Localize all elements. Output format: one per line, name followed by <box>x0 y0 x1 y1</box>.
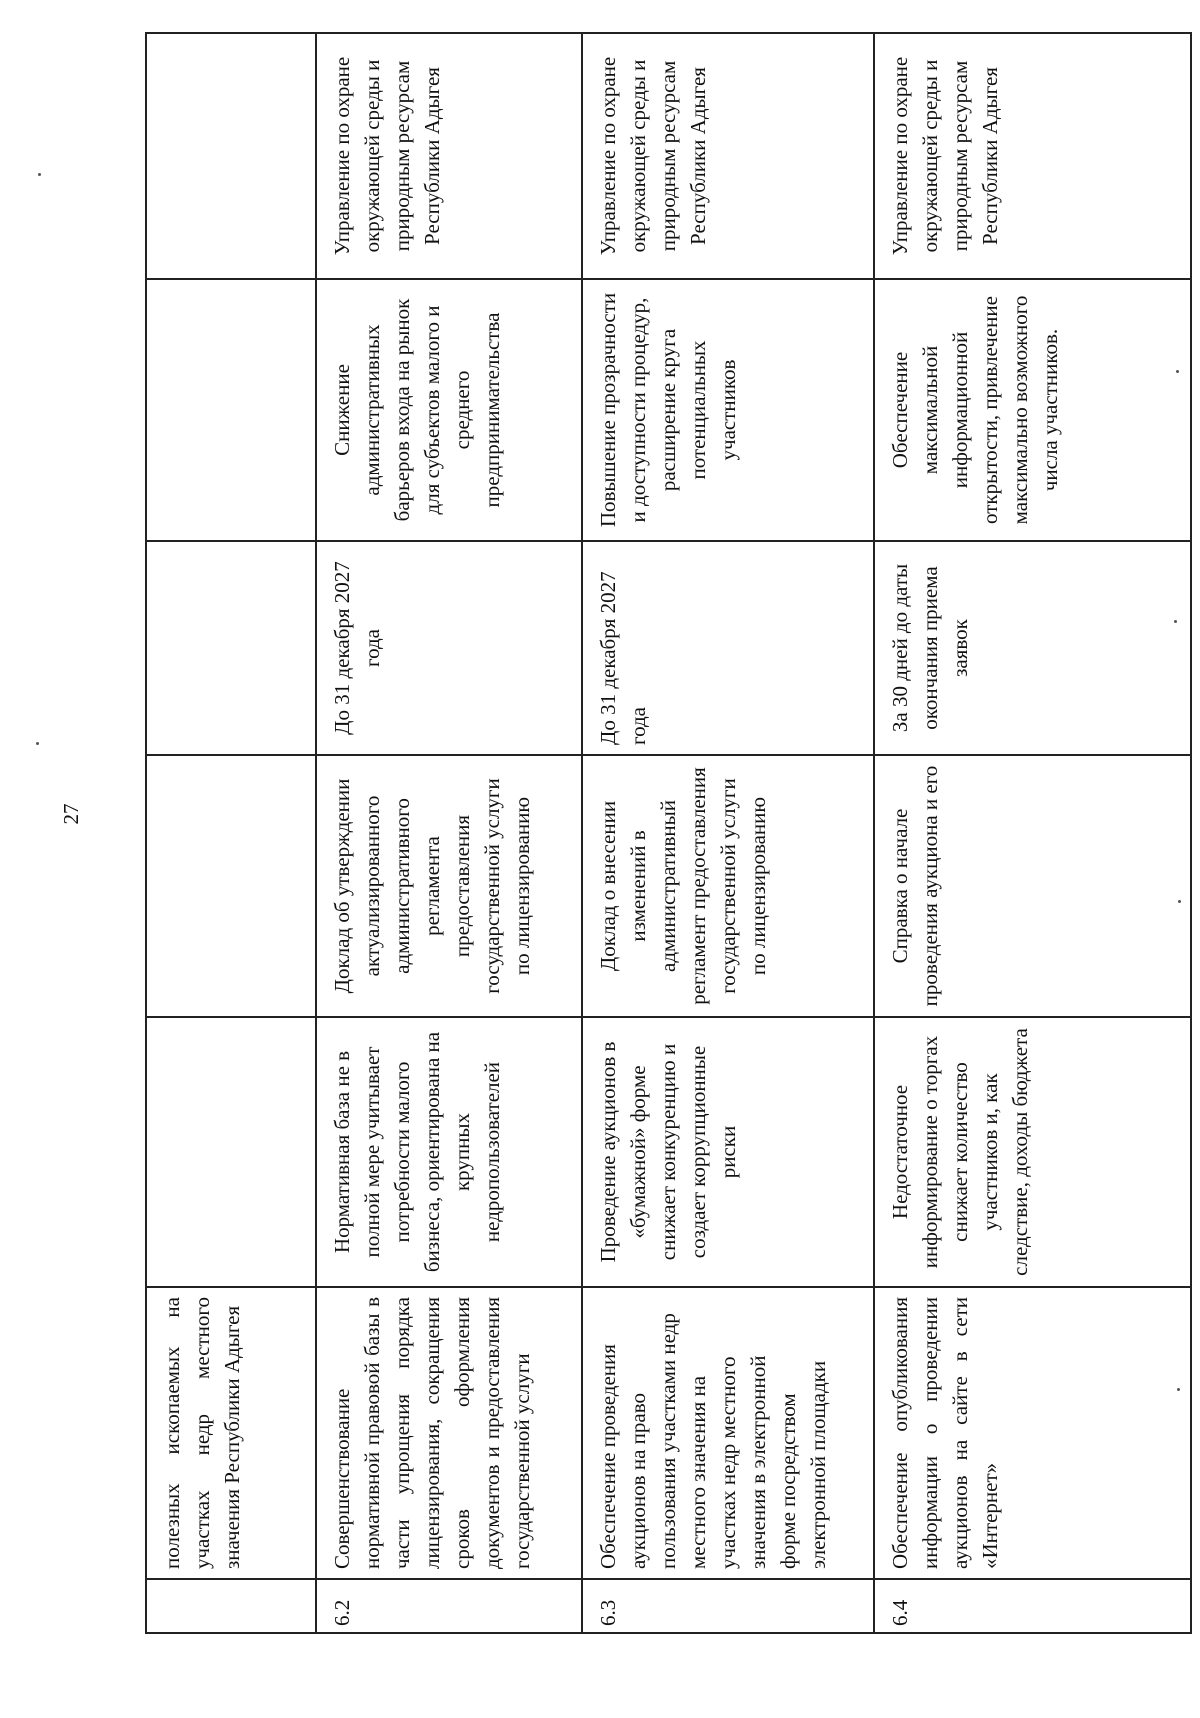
cell-event: полезных ископаемых на участках недр местного значения Республики Адыгея <box>146 1287 316 1579</box>
scan-speck <box>1174 620 1177 623</box>
cell-num: 6.4 <box>874 1579 1191 1633</box>
table-row <box>874 33 1191 1633</box>
cell-result: Доклад о внесении изменений в административный регламент предоставления государственной услуги по лицензированию <box>582 755 874 1017</box>
cell-deadline <box>146 541 316 755</box>
scan-speck <box>36 742 39 745</box>
scan-speck <box>1178 900 1181 903</box>
cell-responsible: Управление по охране окружающей среды и природным ресурсам Республики Адыгея <box>874 33 1191 279</box>
cell-deadline: За 30 дней до даты окончания приема заявок <box>874 541 1191 755</box>
cell-num <box>146 1579 316 1633</box>
measures-table <box>145 32 1192 1634</box>
cell-num: 6.2 <box>316 1579 582 1633</box>
cell-result: Справка о начале проведения аукциона и его <box>874 755 1191 1017</box>
cell-event: Обеспечение проведения аукционов на право пользования участками недр местного значения на участках недр местного значения в электронной форме посредством электронной площадки <box>582 1287 874 1579</box>
cell-event: Совершенствование нормативной правовой базы в части упрощения порядка лицензирования, сокращения сроков оформления документов и предоставления государственной услуги <box>316 1287 582 1579</box>
cell-problem: Проведение аукционов в «бумажной» форме снижает конкуренцию и создает коррупционные риски <box>582 1017 874 1287</box>
cell-responsible <box>146 33 316 279</box>
table-row <box>146 33 316 1633</box>
page-number: 27 <box>58 803 83 825</box>
table-row <box>582 33 874 1633</box>
cell-problem <box>146 1017 316 1287</box>
cell-result: Доклад об утверждении актуализированного административного регламента предоставления государственной услуги по лицензированию <box>316 755 582 1017</box>
scan-speck <box>1176 370 1179 373</box>
cell-effect <box>146 279 316 541</box>
cell-deadline: До 31 декабря 2027 года <box>582 541 874 755</box>
cell-problem: Нормативная база не в полной мере учитывает потребности малого бизнеса, ориентирована на крупных недропользователей <box>316 1017 582 1287</box>
cell-event: Обеспечение опубликования информации о проведении аукционов на сайте в сети «Интернет» <box>874 1287 1191 1579</box>
table-row <box>316 33 582 1633</box>
cell-num: 6.3 <box>582 1579 874 1633</box>
cell-effect: Обеспечение максимальной информационной открытости, привлечение максимально возможного числа участников. <box>874 279 1191 541</box>
cell-problem: Недостаточное информирование о торгах снижает количество участников и, как следствие, доходы бюджета <box>874 1017 1191 1287</box>
scan-speck <box>1177 1388 1180 1391</box>
cell-responsible: Управление по охране окружающей среды и природным ресурсам Республики Адыгея <box>316 33 582 279</box>
cell-deadline: До 31 декабря 2027 года <box>316 541 582 755</box>
scan-speck <box>38 173 41 176</box>
cell-effect: Повышение прозрачности и доступности процедур, расширение круга потенциальных участников <box>582 279 874 541</box>
cell-responsible: Управление по охране окружающей среды и природным ресурсам Республики Адыгея <box>582 33 874 279</box>
cell-effect: Снижение административных барьеров входа на рынок для субъектов малого и среднего предпринимательства <box>316 279 582 541</box>
cell-result <box>146 755 316 1017</box>
rotated-page-table <box>145 34 1190 1634</box>
